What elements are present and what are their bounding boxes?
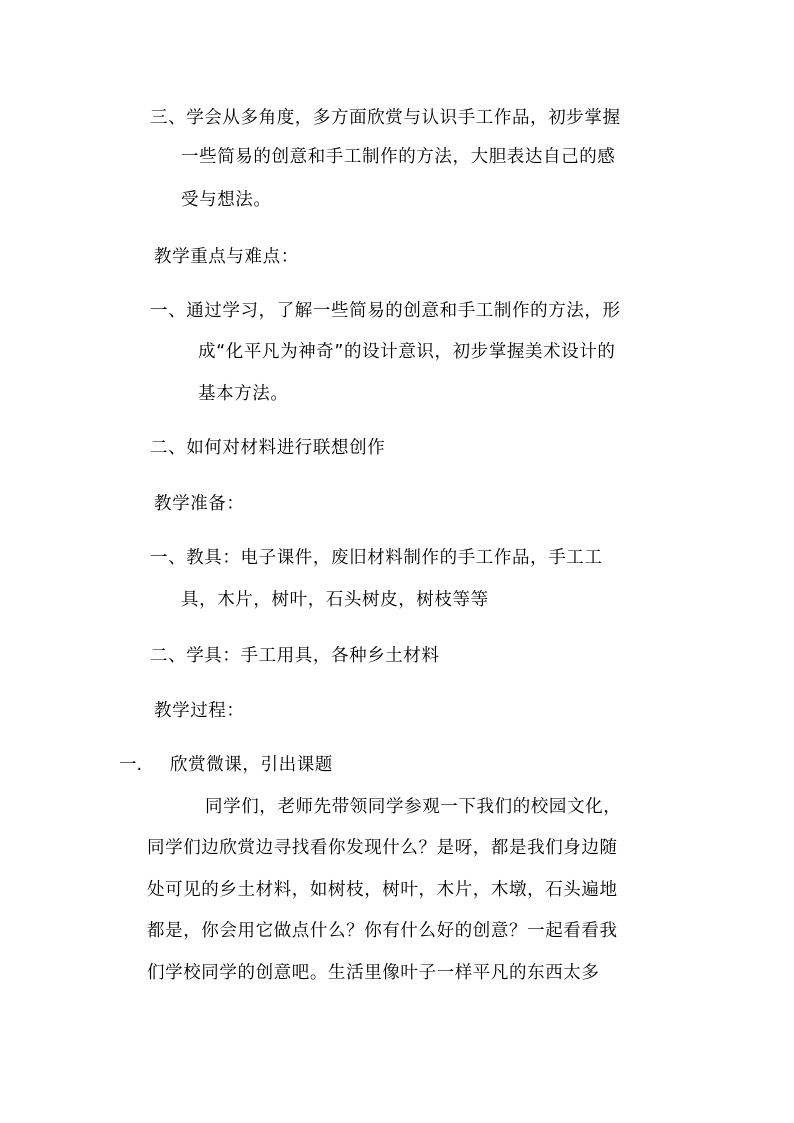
key-point-2-line-1: 二、如何对材料进行联想创作 bbox=[150, 438, 386, 458]
objective-3-line-3: 受与想法。 bbox=[181, 190, 272, 210]
key-point-1-line-1: 一、通过学习，了解一些简易的创意和手工制作的方法，形 bbox=[150, 301, 621, 321]
step-1-title: 欣赏微课，引出课题 bbox=[170, 755, 333, 775]
paragraph-line-2: 同学们边欣赏边寻找看你发现什么？是呀，都是我们身边随 bbox=[147, 838, 618, 858]
objective-3-line-2: 一些简易的创意和手工制作的方法，大胆表达自己的感 bbox=[181, 147, 616, 167]
objective-3-line-1: 三、学会从多角度，多方面欣赏与认识手工作品，初步掌握 bbox=[150, 108, 621, 128]
preparation-2-line-1: 二、学具：手工用具，各种乡土材料 bbox=[150, 646, 440, 666]
preparation-heading: 教学准备： bbox=[154, 494, 245, 514]
key-point-1-line-2: 成“化平凡为神奇”的设计意识，初步掌握美术设计的 bbox=[198, 342, 616, 362]
key-point-1-line-3: 基本方法。 bbox=[198, 384, 289, 404]
preparation-1-line-1: 一、教具：电子课件，废旧材料制作的手工作品，手工工 bbox=[150, 548, 603, 568]
paragraph-line-1: 同学们，老师先带领同学参观一下我们的校园文化， bbox=[205, 797, 622, 817]
paragraph-line-5: 们学校同学的创意吧。生活里像叶子一样平凡的东西太多 bbox=[147, 963, 600, 983]
paragraph-line-4: 都是，你会用它做点什么？你有什么好的创意？一起看看我 bbox=[147, 921, 618, 941]
key-points-heading: 教学重点与难点： bbox=[154, 247, 299, 267]
paragraph-line-3: 处可见的乡土材料，如树枝，树叶，木片，木墩，石头遍地 bbox=[147, 880, 618, 900]
preparation-1-line-2: 具，木片，树叶，石头树皮，树枝等等 bbox=[181, 590, 489, 610]
step-1-number: 一. bbox=[119, 755, 143, 775]
process-heading: 教学过程： bbox=[154, 701, 245, 721]
